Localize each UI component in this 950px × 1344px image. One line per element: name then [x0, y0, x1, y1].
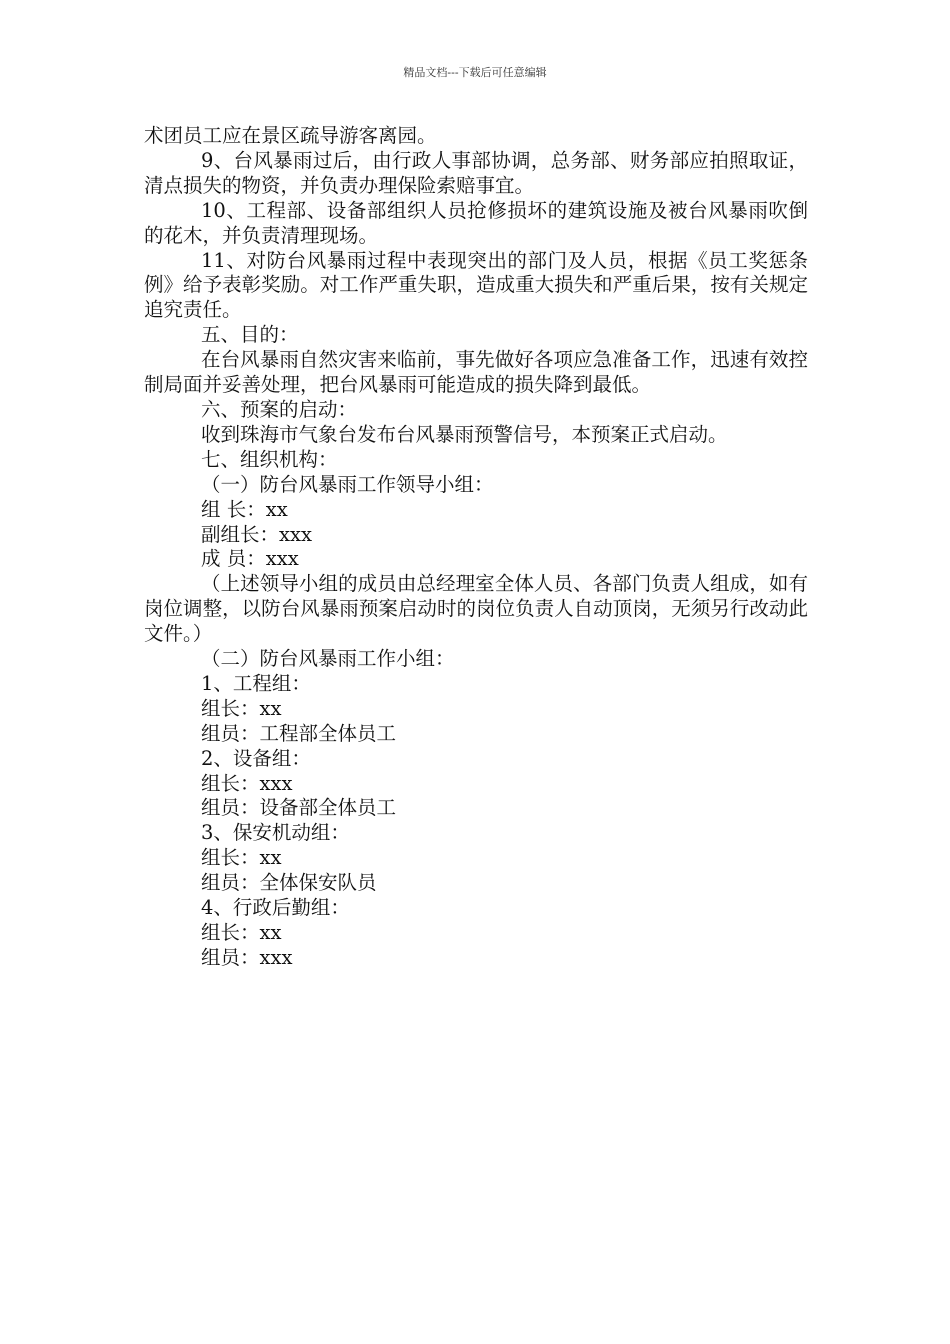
line-members: 成 员：xxx: [201, 547, 299, 571]
section-heading-activation: 六、预案的启动：: [201, 397, 358, 421]
line-admin-leader: 组长：xx: [201, 921, 282, 944]
line-security-members: 组员：全体保安队员: [201, 871, 377, 895]
paragraph-purpose: 在台风暴雨自然灾害来临前，事先做好各项应急准备工作，迅速有效控制局面并妥善处理，把台风暴雨可能造成的损失降到最低。: [144, 348, 808, 397]
paragraph-continuation: 术团员工应在景区疏导游客离园。: [144, 124, 437, 147]
paragraph-activation: 收到珠海市气象台发布台风暴雨预警信号，本预案正式启动。: [201, 422, 728, 446]
paragraph-item-11: 11、对防台风暴雨过程中表现突出的部门及人员，根据《员工奖惩条例》给予表彰奖励。对工作严重失职，造成重大损失和严重后果，按有关规定追究责任。: [144, 248, 808, 322]
page-header: 精品文档---下载后可任意编辑: [403, 66, 547, 79]
list-item-equipment-group: 2、设备组：: [201, 746, 311, 770]
section-heading-organization: 七、组织机构：: [201, 447, 338, 471]
document-body: [144, 124, 808, 971]
line-security-leader: 组长：xx: [201, 846, 282, 870]
paragraph-leadership-note: （上述领导小组的成员由总经理室全体人员、各部门负责人组成，如有岗位调整，以防台风暴雨预案启动时的岗位负责人自动顶岗，无须另行改动此文件。）: [144, 572, 808, 646]
line-equipment-leader: 组长：xxx: [201, 771, 293, 795]
list-item-engineering-group: 1、工程组：: [201, 671, 311, 695]
line-equipment-members: 组员：设备部全体员工: [201, 796, 397, 820]
paragraph-item-9: 9、台风暴雨过后，由行政人事部协调，总务部、财务部应拍照取证，清点损失的物资，并负责办理保险索赔事宜。: [144, 148, 808, 197]
line-engineering-members: 组员：工程部全体员工: [201, 721, 397, 745]
line-admin-members: 组员：xxx: [201, 945, 293, 969]
section-heading-purpose: 五、目的：: [201, 323, 299, 347]
paragraph-item-10: 10、工程部、设备部组织人员抢修损坏的建筑设施及被台风暴雨吹倒的花木，并负责清理现场。: [144, 198, 808, 247]
list-item-admin-group: 4、行政后勤组：: [201, 896, 350, 920]
list-item-security-group: 3、保安机动组：: [201, 821, 350, 845]
line-group-leader: 组 长：xx: [201, 497, 288, 521]
line-deputy-leader: 副组长：xxx: [201, 522, 312, 546]
line-engineering-leader: 组长：xx: [201, 696, 282, 720]
subheading-leadership-group: （一）防台风暴雨工作领导小组：: [201, 472, 494, 496]
subheading-working-group: （二）防台风暴雨工作小组：: [201, 647, 455, 671]
